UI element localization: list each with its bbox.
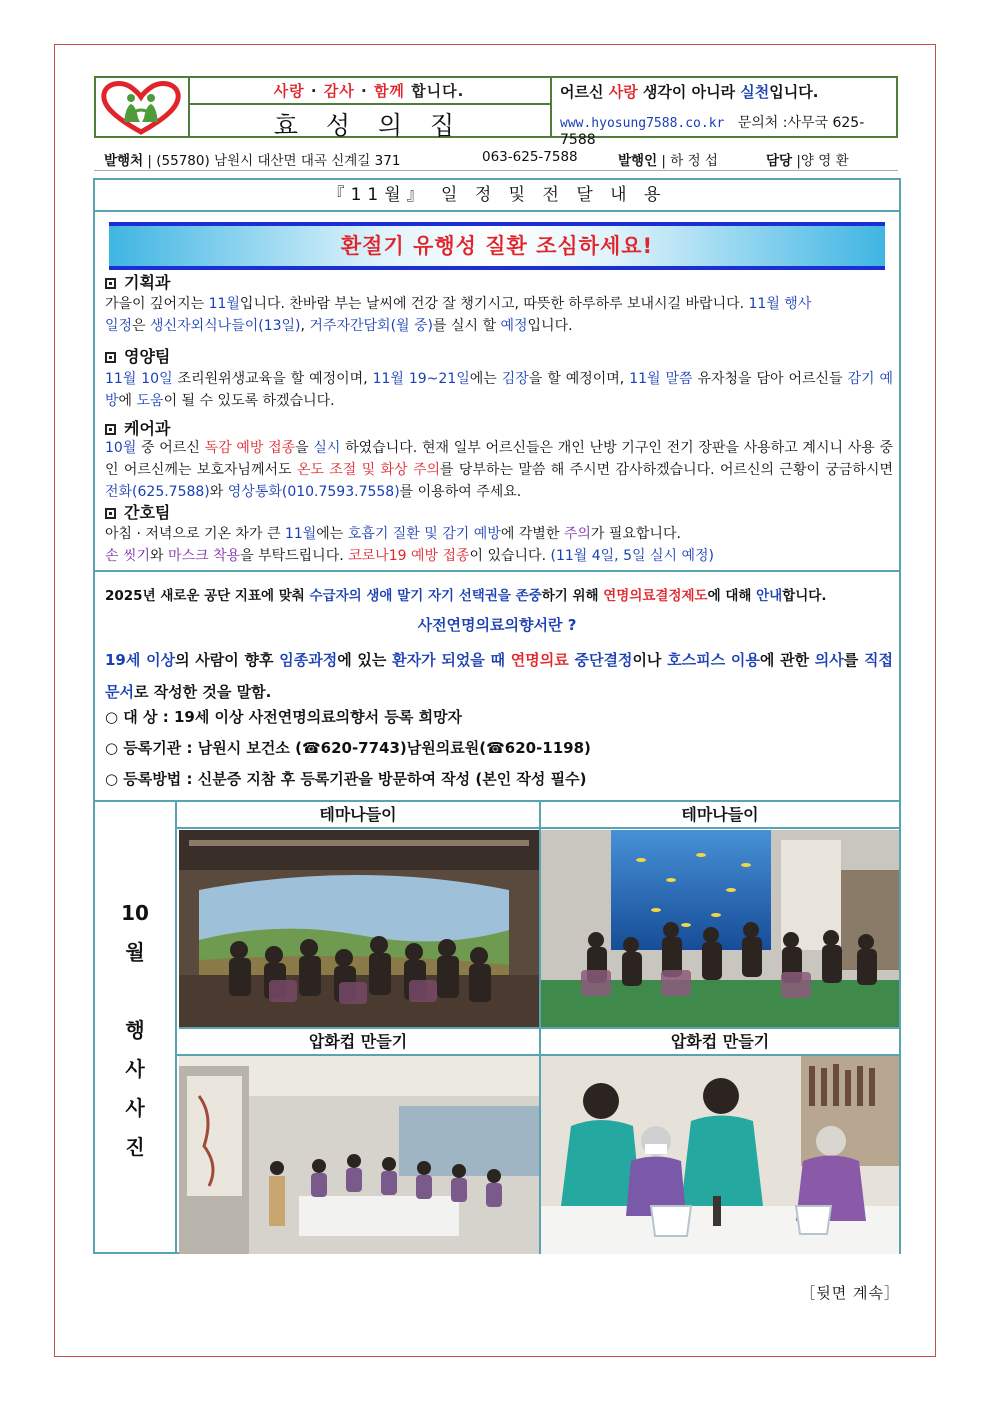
manager-label: 담당 bbox=[766, 153, 793, 169]
main-content-box bbox=[93, 178, 901, 1254]
photo-theme-outing-1 bbox=[179, 830, 539, 1027]
publisher-label: 발행처 bbox=[104, 153, 144, 169]
publisher-row bbox=[94, 146, 898, 171]
line bbox=[105, 293, 893, 315]
slogan-sep: · bbox=[304, 82, 324, 100]
section-body-planning bbox=[105, 293, 893, 337]
text: 로 작성한 것을 말함. bbox=[133, 683, 272, 701]
slogan-box bbox=[188, 78, 552, 140]
motto-text: 생각이 아니라 bbox=[637, 83, 741, 101]
text: 마스크 착용 bbox=[168, 548, 241, 564]
motto-text: 어르신 bbox=[560, 83, 609, 101]
text: 와 bbox=[209, 484, 228, 500]
side-label-text bbox=[95, 894, 175, 1167]
text: 유자청을 담아 어르신들 bbox=[692, 371, 848, 387]
text: 영상통화(010.7593.7558) bbox=[227, 484, 400, 500]
continued-notice: ［뒷면 계속］ bbox=[800, 1284, 900, 1302]
text: 합니다. bbox=[782, 588, 827, 604]
text: 을 할 예정이며, bbox=[528, 371, 630, 387]
text: 11월 19~21일 bbox=[372, 371, 470, 387]
section-heading-nutrition bbox=[105, 344, 170, 367]
side-label-char: 사 bbox=[125, 1057, 145, 1081]
motto-box bbox=[550, 78, 896, 148]
info-item-agency: ○ 등록기관 : 남원시 보건소 (☎620-7743)남원의료원(☎620-1198) bbox=[105, 739, 591, 757]
text: 수급자의 생애 말기 자기 선택권을 존중 bbox=[309, 588, 542, 604]
slogan-word: 감사 bbox=[323, 82, 355, 100]
motto-text: 실천 bbox=[740, 83, 770, 101]
side-label-char: 행 bbox=[125, 1018, 145, 1042]
text: 연명의료 bbox=[510, 651, 569, 669]
slogan bbox=[188, 80, 550, 101]
text: 에 관한 bbox=[759, 651, 815, 669]
slogan-word: 사랑 bbox=[273, 82, 305, 100]
publisher-phone: 063-625-7588 bbox=[482, 149, 578, 165]
contact-info: 문의처 :사무국 625-7588 bbox=[560, 115, 865, 148]
manager-name: |양 영 환 bbox=[792, 153, 849, 169]
text: 가을이 깊어지는 bbox=[105, 296, 209, 312]
section-heading-care bbox=[105, 416, 170, 439]
side-label-char: 10 bbox=[121, 901, 149, 925]
motto-text: 입니다. bbox=[769, 83, 819, 101]
publisher-address: | (55780) 남원시 대산면 대곡 신계길 371 bbox=[143, 153, 401, 169]
heart-family-icon bbox=[96, 78, 186, 136]
issuer-label: 발행인 bbox=[618, 153, 658, 169]
text: 거주자간담회(월 중) bbox=[309, 318, 433, 334]
advance-directive-intro bbox=[105, 584, 893, 604]
text: 코로나19 예방 접종 bbox=[348, 548, 470, 564]
text: 예정 bbox=[500, 318, 528, 334]
line bbox=[105, 523, 893, 545]
square-bullet-icon bbox=[105, 278, 116, 289]
issuer-name: | 하 정 섭 bbox=[657, 153, 718, 169]
website-link[interactable]: www.hyosung7588.co.kr bbox=[560, 116, 725, 131]
info-item-method: ○ 등록방법 : 신분증 지참 후 등록기관을 방문하여 작성 (본인 작성 필수) bbox=[105, 770, 587, 788]
logo-box bbox=[96, 78, 190, 136]
section-title: 케어과 bbox=[124, 419, 171, 438]
text: 연명의료결정제도 bbox=[603, 588, 708, 604]
photo-caption: 압화컵 만들기 bbox=[177, 1029, 539, 1056]
text: 중단결정 bbox=[574, 651, 633, 669]
text: (11월 4일, 5일 실시 예정) bbox=[550, 548, 714, 564]
line bbox=[105, 315, 893, 337]
newsletter-header bbox=[94, 76, 898, 148]
photo-pressed-flower-cup-1 bbox=[179, 1056, 539, 1254]
text: 의 사람이 향후 bbox=[175, 651, 280, 669]
contact-line bbox=[560, 112, 896, 148]
issuer-info bbox=[618, 149, 718, 169]
advance-directive-definition bbox=[105, 644, 893, 708]
section-title: 영양팀 bbox=[124, 347, 171, 366]
text: 11월 10일 bbox=[105, 371, 173, 387]
text: 전화(625.7588) bbox=[105, 484, 210, 500]
text: 이나 bbox=[632, 651, 668, 669]
text: 이 될 수 있도록 하겠습니다. bbox=[163, 393, 335, 409]
section-title: 기획과 bbox=[124, 273, 171, 292]
photo-pressed-flower-cup-2 bbox=[541, 1056, 899, 1254]
text: 환자가 되었을 때 bbox=[392, 651, 506, 669]
text: 하였습니다. 현재 일부 어르신들은 개인 난방 기구인 전기 장판을 사용하고 계시니 사용 중인 어르신께는 보호자님께서도 bbox=[105, 440, 893, 478]
text: 조리원위생교육을 할 예정이며, bbox=[172, 371, 373, 387]
text: 실시 bbox=[313, 440, 341, 456]
text: 19세 이상 bbox=[105, 651, 176, 669]
text: 에 있는 bbox=[337, 651, 393, 669]
section-body-nursing bbox=[105, 523, 893, 567]
text: 을 부탁드립니다. bbox=[240, 548, 349, 564]
text: 에는 bbox=[469, 371, 502, 387]
section-body-care bbox=[105, 437, 893, 503]
divider bbox=[188, 103, 550, 105]
text: 11월 bbox=[208, 296, 240, 312]
text: 가 필요합니다. bbox=[590, 526, 681, 542]
divider bbox=[95, 570, 899, 572]
photo-caption: 테마나들이 bbox=[541, 802, 899, 829]
square-bullet-icon bbox=[105, 508, 116, 519]
text: 를 이용하여 주세요. bbox=[399, 484, 522, 500]
text: 김장 bbox=[501, 371, 529, 387]
text: 를 당부하는 말씀 해 주시면 감사하겠습니다. 어르신의 근황이 궁금하시면 bbox=[440, 462, 893, 478]
publisher-info bbox=[104, 149, 400, 169]
side-label-char bbox=[95, 972, 175, 1011]
photo-theme-outing-2 bbox=[541, 830, 899, 1027]
line bbox=[105, 545, 893, 567]
photo-caption: 테마나들이 bbox=[177, 802, 539, 829]
text: 11월 행사 bbox=[748, 296, 812, 312]
section-body-nutrition bbox=[105, 368, 893, 412]
info-item-target: ○ 대 상 : 19세 이상 사전연명의료의향서 등록 희망자 bbox=[105, 708, 463, 726]
advance-directive-question: 사전연명의료의향서란 ? bbox=[417, 616, 577, 634]
section-heading-nursing bbox=[105, 500, 170, 523]
text: 직접 문서 bbox=[105, 651, 893, 701]
text: 2025년 새로운 공단 지표에 맞춰 bbox=[105, 588, 310, 604]
text: 입니다. 찬바람 부는 날씨에 건강 잘 챙기시고, 따뜻한 하루하루 보내시길 바랍니다. bbox=[239, 296, 749, 312]
text: 하기 위해 bbox=[541, 588, 604, 604]
text: 을 bbox=[295, 440, 314, 456]
org-name: 효 성 의 집 bbox=[273, 111, 465, 140]
text: 안내 bbox=[756, 588, 783, 604]
text: 감기 예방 bbox=[105, 371, 893, 409]
text: , bbox=[300, 318, 310, 334]
text: 독감 예방 접종 bbox=[204, 440, 296, 456]
slogan-tail: 합니다. bbox=[404, 82, 465, 100]
text: 의사 bbox=[814, 651, 844, 669]
motto bbox=[560, 81, 818, 102]
text: 11월 bbox=[284, 526, 317, 542]
text: 를 실시 할 bbox=[433, 318, 501, 334]
text: 10월 bbox=[105, 440, 137, 456]
text: 일정 bbox=[105, 318, 133, 334]
square-bullet-icon bbox=[105, 424, 116, 435]
slogan-word: 함께 bbox=[373, 82, 405, 100]
section-title: 간호팀 bbox=[124, 503, 171, 522]
side-label-char: 진 bbox=[125, 1135, 145, 1159]
text: 호스피스 이용 bbox=[667, 651, 760, 669]
side-label-char: 월 bbox=[125, 940, 145, 964]
text: 도움 bbox=[136, 393, 164, 409]
text: 에 대해 bbox=[707, 588, 757, 604]
text: 생신자외식나들이(13일) bbox=[150, 318, 301, 334]
text: 에는 bbox=[316, 526, 348, 542]
side-label-char: 사 bbox=[125, 1096, 145, 1120]
text: 를 bbox=[843, 651, 864, 669]
text: 11월 말쯤 bbox=[629, 371, 693, 387]
text: 에 각별한 bbox=[500, 526, 564, 542]
text: 온도 조절 및 화상 주의 bbox=[296, 462, 440, 478]
text: 입니다. bbox=[527, 318, 573, 334]
text: 와 bbox=[150, 548, 169, 564]
square-bullet-icon bbox=[105, 352, 116, 363]
text: 중 어르신 bbox=[136, 440, 205, 456]
text: 아침 · 저녁으로 기온 차가 큰 bbox=[105, 526, 285, 542]
text: 은 bbox=[132, 318, 151, 334]
photo-section-label bbox=[95, 802, 177, 1254]
text: 이 있습니다. bbox=[469, 548, 551, 564]
slogan-sep: · bbox=[354, 82, 374, 100]
text: 주의 bbox=[563, 526, 591, 542]
manager-info bbox=[766, 149, 849, 169]
section-heading-planning bbox=[105, 270, 170, 293]
motto-text: 사랑 bbox=[608, 83, 638, 101]
text: 호흡기 질환 및 감기 예방 bbox=[347, 526, 501, 542]
text: 에 bbox=[118, 393, 137, 409]
text: 손 씻기 bbox=[105, 548, 151, 564]
main-title: 『11월』 일 정 및 전 달 내 용 bbox=[95, 180, 899, 212]
photo-caption: 압화컵 만들기 bbox=[541, 1029, 899, 1056]
banner-headline: 환절기 유행성 질환 조심하세요! bbox=[109, 222, 885, 270]
text: 임종과정 bbox=[279, 651, 338, 669]
